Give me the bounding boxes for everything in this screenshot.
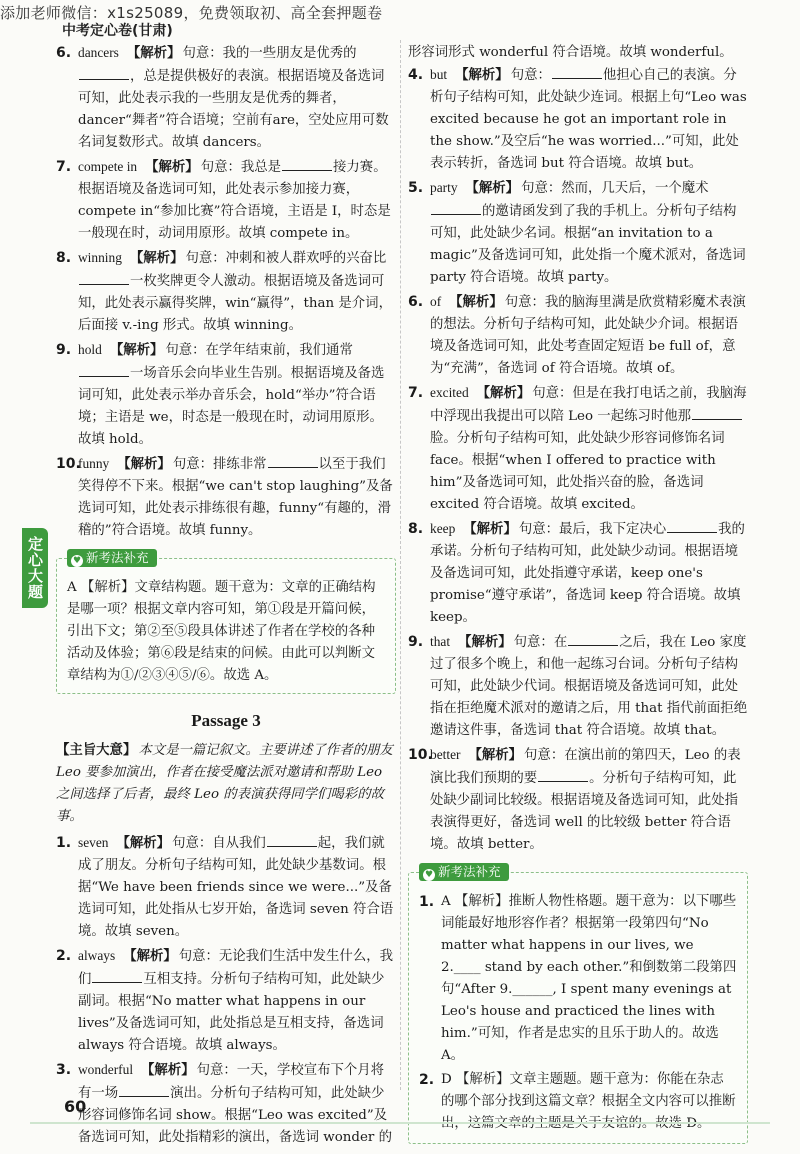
analysis-tag: 【解析】 xyxy=(129,251,184,266)
new-question-tab-label: 新考法补充 xyxy=(438,864,501,879)
answer-blank xyxy=(79,362,129,377)
analysis-tag: 【解析】 xyxy=(126,46,181,61)
new-question-tab xyxy=(67,549,157,567)
answer-blank xyxy=(79,270,129,285)
item-answer: excited xyxy=(430,385,469,400)
item-number: 4. xyxy=(408,67,424,83)
watermark-text: 添加老师微信：x1s25089，免费领取初、高全套押题卷 xyxy=(0,4,383,22)
item-answer: but xyxy=(430,67,448,82)
sidebar-tab: 定心大题 xyxy=(22,528,48,608)
item-answer: that xyxy=(430,634,451,649)
new-question-box-2 xyxy=(408,864,748,1144)
passage-title: Passage 3 xyxy=(191,711,261,730)
item-text-post: 接力赛。根据语境及备选词可知，此处表示参加接力赛，compete in“参加比赛”符合语境，主语是 I，时态是一般现在时，动词用原形。故填 compete in。 xyxy=(78,160,391,241)
left-column xyxy=(56,42,396,1151)
answer-blank xyxy=(79,65,129,80)
item-number: 2. xyxy=(56,948,72,964)
item-text-post: 。分析句子结构可知，此处缺少副词比较级。根据语境及备选词可知，此处指表演得更好，备选词 well 的比较级 better 符合语境。故填 better。 xyxy=(430,771,738,852)
answer-item xyxy=(56,453,396,542)
item-answer: of xyxy=(430,294,442,309)
item-text-pre: 句意：在学年结束前，我们通常 xyxy=(165,343,353,358)
heart-icon: ♥ xyxy=(72,556,82,566)
footer-rule xyxy=(30,1122,770,1124)
item-answer: better xyxy=(430,747,461,762)
answer-item xyxy=(56,339,396,451)
answer-blank xyxy=(268,453,318,468)
item-text: D 【解析】文章主题题。题干意为：你能在杂志的哪个部分找到这篇文章？根据全文内容可以推断出，这篇文章的主题是关于友谊的。故选 D。 xyxy=(441,1072,736,1131)
item-answer: compete in xyxy=(78,159,138,174)
item-text-pre: 句意：最后，我下定决心 xyxy=(518,522,667,537)
item-answer: hold xyxy=(78,342,102,357)
item-answer: funny xyxy=(78,456,110,471)
analysis-tag: 【解析】 xyxy=(123,949,177,964)
item-text-pre: 句意： xyxy=(510,68,551,83)
analysis-tag: 【解析】 xyxy=(109,343,164,358)
item-text-post: 一枚奖牌更令人激动。根据语境及备选词可知，此处表示赢得奖牌，win“赢得”，than 是介词，后面接 v.-ing 形式。故填 winning。 xyxy=(78,274,392,333)
answer-blank xyxy=(282,156,332,171)
answer-blank xyxy=(92,968,142,983)
item-text: A 【解析】推断人物性格题。题干意为：以下哪些词能最好地形容作者？根据第一段第四句“No matter what happens in our lives, we 2.____ stand by each other.”和倒数第二段第四句“After 9.______, I spent many evenings at Leo's house and practiced the lines with him.”可知，作者是忠实的且乐于助人的。故选 A。 xyxy=(441,894,737,1063)
analysis-tag: 【解析】 xyxy=(463,522,517,537)
analysis-tag: 【解析】 xyxy=(145,160,199,175)
item-number: 3. xyxy=(56,1062,72,1078)
item-number: 1. xyxy=(419,894,435,910)
answer-item xyxy=(408,631,748,742)
item-text-pre: 句意：我总是 xyxy=(200,160,282,175)
answer-item xyxy=(408,64,748,175)
answer-blank xyxy=(667,518,717,533)
answer-blank xyxy=(267,832,317,847)
item-answer: keep xyxy=(430,521,456,536)
series-title: 中考定心卷(甘肃) xyxy=(62,23,173,39)
item-number: 6. xyxy=(56,45,72,61)
item-number: 9. xyxy=(408,634,424,650)
item-text-post: 演出。分析句子结构可知，此处缺少形容词修饰名词 show。根据“Leo was excited”及备选词可知，此处指精彩的演出，备选词 wonder 的 xyxy=(78,1086,392,1145)
new-question-text: A 【解析】文章结构题。题干意为：文章的正确结构是哪一项？根据文章内容可知，第①段是开篇问候，引出下文；第②至⑤段具体讲述了作者在学校的各种活动及体验；第⑥段是结束的问候。由此可以判断文章结构为①/②③④⑤/⑥。故选 A。 xyxy=(67,580,376,683)
answer-item xyxy=(408,744,748,856)
item-answer: winning xyxy=(78,250,122,265)
item-text-pre: 句意：在 xyxy=(513,635,568,650)
analysis-tag: 【解析】 xyxy=(468,748,523,763)
answer-item xyxy=(56,156,396,245)
answer-list-passage3-cont xyxy=(408,64,748,856)
summary-text: 本文是一篇记叙文。主要讲述了作者的朋友 Leo 要参加演出，作者在接受魔法派对邀请和帮助 Leo 之间选择了后者，最终 Leo 的表演获得同学们喝彩的故事。 xyxy=(56,743,393,824)
analysis-tag: 【解析】 xyxy=(141,1063,195,1078)
item-answer: wonderful xyxy=(78,1062,134,1077)
summary-tag: 【主旨大意】 xyxy=(56,743,137,758)
new-question-box xyxy=(56,550,396,694)
item-text-post: 一场音乐会向毕业生告别。根据语境及备选词可知，此处表示举办音乐会，hold“举办”符合语境；主语是 we，时态是一般现在时，动词用原形。故填 hold。 xyxy=(78,366,385,447)
analysis-tag: 【解析】 xyxy=(116,836,171,851)
analysis-tag: 【解析】 xyxy=(458,635,512,650)
answer-blank xyxy=(119,1082,169,1097)
item-number: 9. xyxy=(56,342,72,358)
answer-item xyxy=(56,42,396,154)
new-question-items xyxy=(419,891,737,1135)
item-text-pre: 句意：冲刺和被人群欢呼的兴奋比 xyxy=(185,251,387,266)
new-question-item xyxy=(419,1069,737,1135)
item-number: 7. xyxy=(408,385,424,401)
item-text-pre: 句意：我的脑海里满是欣赏精彩魔术表演的想法。分析句子结构可知，此处缺少介词。根据语境及备选词可知，此处考查固定短语 be full of，意为“充满”，备选词 of 符合语境。故填 of。 xyxy=(430,295,746,376)
item-answer: seven xyxy=(78,835,109,850)
item-number: 2. xyxy=(419,1072,435,1088)
new-question-tab-2 xyxy=(419,863,509,881)
item-number: 8. xyxy=(56,250,72,266)
page-number: 60 xyxy=(64,1097,87,1116)
column-divider xyxy=(400,40,401,1090)
item-text-post: 脸。分析句子结构可知，此处缺少形容词修饰名词 face。根据“when I offered to practice with him”及备选词可知，此处指兴奋的脸，备选词 excited 符合语境。故填 excited。 xyxy=(430,431,725,512)
item-text-post: 以至于我们笑得停不下来。根据“we can't stop laughing”及备选词可知，此处表示排练很有趣，funny“有趣的，滑稽的”符合语境。故填 funny。 xyxy=(78,457,393,538)
item-number: 7. xyxy=(56,159,72,175)
answer-item xyxy=(56,247,396,337)
item-text-pre: 句意：无论我们生活中发生什么，我们 xyxy=(78,949,393,987)
continued-text: 形容词形式 wonderful 符合语境。故填 wonderful。 xyxy=(408,45,733,60)
item-text-pre: 句意：一天，学校宣布下个月将有一场 xyxy=(78,1063,385,1101)
heart-icon: ♥ xyxy=(424,870,434,880)
item-number: 1. xyxy=(56,835,72,851)
answer-list-passage3 xyxy=(56,832,396,1149)
answer-item xyxy=(56,945,396,1057)
item-text-pre: 句意：我的一些朋友是优秀的 xyxy=(182,46,357,61)
item-answer: dancers xyxy=(78,45,119,60)
answer-item xyxy=(408,291,748,380)
answer-item xyxy=(56,1059,396,1149)
item-text-pre: 句意：自从我们 xyxy=(172,836,266,851)
new-question-item xyxy=(419,891,737,1067)
item-number: 5. xyxy=(408,180,424,196)
item-number: 6. xyxy=(408,294,424,310)
answer-blank xyxy=(431,200,481,215)
item-text-post: 起，我们就成了朋友。分析句子结构可知，此处缺少基数词。根据“We have been friends since we were...”及备选词可知，此处指从七岁开始，备选词 seven 符合语境。故填 seven。 xyxy=(78,836,394,939)
item-answer: party xyxy=(430,180,458,195)
item-text-post: 之后，我在 Leo 家度过了很多个晚上，和他一起练习台词。分析句子结构可知，此处缺少代词。根据语境及备选词可知，此处指在拒绝魔术派对的邀请之后，用 that 指代前面拒绝邀请这件事，备选词 that 符合语境。故填 that。 xyxy=(430,635,748,738)
right-column xyxy=(408,42,748,1154)
answer-item xyxy=(408,518,748,629)
item-text-post: 的邀请函发到了我的手机上。分析句子结构可知，此处缺少名词。根据“an invitation to a magic”及备选词可知，此处指一个魔术派对，备选词 party 符合语境。故填 party。 xyxy=(430,204,746,285)
item-text-pre: 句意：在演出前的第四天，Leo 的表演比我们预期的要 xyxy=(430,748,741,786)
analysis-tag: 【解析】 xyxy=(117,457,171,472)
answer-blank xyxy=(692,405,742,420)
item-text-pre: 句意：排练非常 xyxy=(172,457,267,472)
item-answer: always xyxy=(78,948,116,963)
answer-blank xyxy=(552,64,602,79)
item-text-pre: 句意：然而，几天后，一个魔术 xyxy=(521,181,709,196)
item-text-post: 互相支持。分析句子结构可知，此处缺少副词。根据“No matter what happens in our lives”及备选词可知，此处指总是互相支持，备选词 always 符合语境。故填 always。 xyxy=(78,972,385,1053)
new-question-tab-label: 新考法补充 xyxy=(86,550,149,565)
item-number: 8. xyxy=(408,521,424,537)
answer-blank xyxy=(538,767,588,782)
analysis-tag: 【解析】 xyxy=(455,68,509,83)
item-text-post: 我的承诺。分析句子结构可知，此处缺少动词。根据语境及备选词可知，此处指遵守承诺，keep one's promise“遵守承诺”，备选词 keep 符合语境。故填 keep。 xyxy=(430,522,745,625)
item-number: 10. xyxy=(56,456,81,472)
item-number: 10. xyxy=(408,747,433,763)
analysis-tag: 【解析】 xyxy=(449,295,503,310)
answer-item xyxy=(56,832,396,943)
item-text-post: 他担心自己的表演。分析句子结构可知，此处缺少连词。根据上句“Leo was excited because he got an important role in the show.”及空后“he was worried...”可知，此处表示转折，备选词 but 符合语境。故填 but。 xyxy=(430,68,747,171)
item-text-post: ，总是提供极好的表演。根据语境及备选词可知，此处表示我的一些朋友是优秀的舞者，dancer“舞者”符合语境；空前有are，空处应用可数名词复数形式。故填 dancers。 xyxy=(78,69,389,150)
answer-blank xyxy=(568,631,618,646)
analysis-tag: 【解析】 xyxy=(476,386,531,401)
answer-list-passage2 xyxy=(56,42,396,542)
item-text-pre: 句意：但是在我打电话之前，我脑海中浮现出我提出可以陪 Leo 一起练习时他那 xyxy=(430,386,747,424)
answer-item xyxy=(408,382,748,516)
answer-item xyxy=(408,177,748,289)
analysis-tag: 【解析】 xyxy=(465,181,520,196)
summary xyxy=(56,740,396,828)
